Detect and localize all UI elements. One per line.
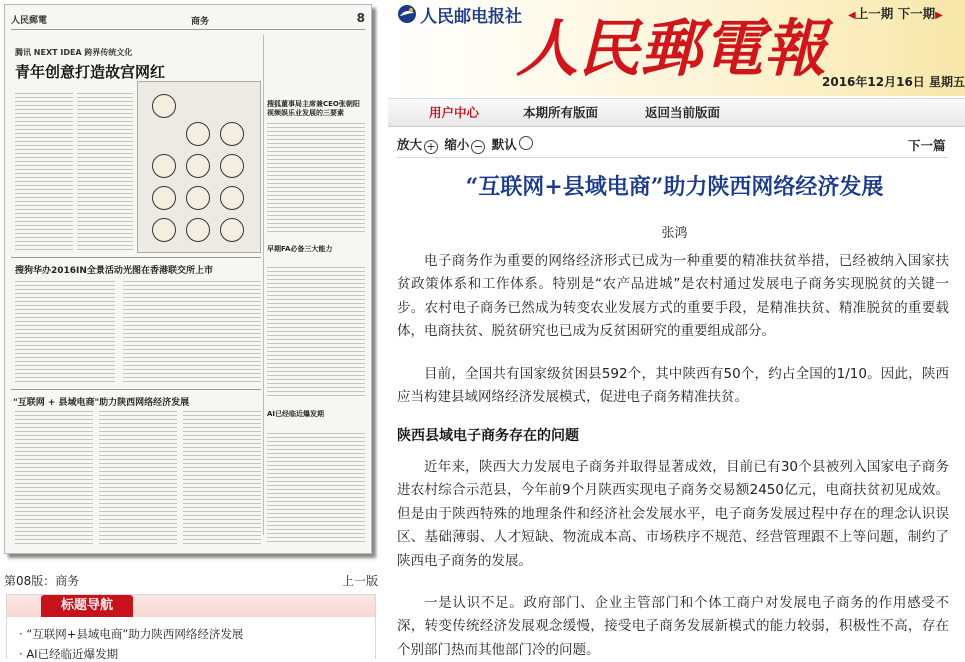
next-issue-link[interactable]: 下一期 xyxy=(897,6,936,21)
nav-item-link[interactable]: “互联网+县域电商”助力陕西网络经济发展 xyxy=(26,627,244,641)
menu-back-current-page[interactable]: 返回当前版面 xyxy=(645,105,721,120)
triangle-right-icon: ▶ xyxy=(935,10,943,21)
article-title: “互联网+县域电商”助力陕西网络经济发展 xyxy=(465,174,884,200)
thumb-section: 商务 xyxy=(191,17,210,27)
divider xyxy=(397,157,949,158)
plus-circle-icon[interactable]: + xyxy=(424,140,438,154)
thumb-kicker[interactable]: 腾讯 NEXT IDEA 跨界传统文化 xyxy=(15,48,133,57)
comic-face-icon xyxy=(186,218,210,242)
thumb-text-block xyxy=(99,411,177,545)
prev-issue-link[interactable]: 上一期 xyxy=(855,6,894,21)
article-paragraph: 目前，全国共有国家级贫困县592个，其中陕西有50个，约占全国的1/10。因此，陕西应当构建县域网络经济发展模式，促进电子商务精准扶贫。 xyxy=(397,366,949,406)
thumb-text-block xyxy=(15,93,73,253)
comic-face-icon xyxy=(220,218,244,242)
thumb-divider xyxy=(11,257,261,258)
prev-page-link[interactable]: 上一版 xyxy=(342,574,379,588)
comic-face-icon xyxy=(186,186,210,210)
thumb-text-block xyxy=(267,433,365,545)
triangle-left-icon: ◀ xyxy=(848,10,856,21)
thumb-side-story[interactable]: 搜狐董事局主席兼CEO张朝阳 视频娱乐业发展的三要素 xyxy=(267,100,360,117)
thumb-logo: 人民郵電 xyxy=(11,16,48,26)
comic-face-icon xyxy=(220,154,244,178)
thumb-side-story[interactable]: 早期FA必备三大能力 xyxy=(267,245,333,253)
minus-circle-icon[interactable]: − xyxy=(471,140,485,154)
comic-face-icon xyxy=(152,94,176,118)
thumb-text-block xyxy=(77,93,133,253)
thumb-header xyxy=(11,11,365,30)
site-name[interactable]: 人民邮电报社 xyxy=(420,7,522,27)
thumb-divider xyxy=(263,35,264,535)
left-panel xyxy=(0,0,385,661)
thumb-page-number: 8 xyxy=(356,11,365,25)
next-article-link[interactable]: 下一篇 xyxy=(908,138,946,153)
title-navigation xyxy=(6,594,376,659)
thumb-side-story[interactable]: AI已经临近爆发期 xyxy=(267,410,325,418)
thumb-story[interactable]: 光图在香港联交所上市 xyxy=(123,266,214,276)
comic-face-icon xyxy=(152,218,176,242)
bullet-icon: · xyxy=(19,627,27,641)
comic-face-icon xyxy=(152,186,176,210)
thumb-text-block xyxy=(15,411,93,545)
article-paragraph: 电子商务作为重要的网络经济形式已成为一种重要的精准扶贫举措，已经被纳入国家扶贫政策体系和工作体系。特别是“农产品进城”是农村通过发展电子商务实现脱贫的关键一步。农村电子商务已然成为转变农业发展方式的重要手段，是精准扶贫、精准脱贫的重要载体，电商扶贫、脱贫研究也已成为反贫困研究的重要组成部分。 xyxy=(397,253,949,340)
article-subheading: 陕西县域电子商务存在的问题 xyxy=(397,428,579,444)
thumb-text-block xyxy=(15,281,115,385)
issue-date: 2016年12月16日 星期五 xyxy=(822,75,965,89)
thumb-text-block xyxy=(123,281,261,385)
zoom-in-label[interactable]: 放大 xyxy=(397,137,423,152)
comic-face-icon xyxy=(186,154,210,178)
zoom-default-label[interactable]: 默认 xyxy=(491,137,517,152)
comic-face-icon xyxy=(220,122,244,146)
article-paragraph: 一是认识不足。政府部门、企业主管部门和个体工商户对发展电子商务的作用感受不深，转变传统经济发展观念缓慢，接受电子商务发展新模式的能力较弱，积极性不高，存在个别部门热而其他部门冷的问题。 xyxy=(397,595,949,658)
circle-icon[interactable] xyxy=(519,136,533,150)
nav-item[interactable] xyxy=(19,646,118,662)
nav-item-link[interactable]: AI已经临近爆发期 xyxy=(26,647,119,661)
thumb-text-block xyxy=(267,123,365,235)
nav-title: 标题导航 xyxy=(41,595,133,617)
menu-all-pages[interactable]: 本期所有版面 xyxy=(523,105,599,120)
thumb-story[interactable]: "互联网 + 县域电商"助力陕西网络经济发展 xyxy=(13,398,190,408)
nav-title-bar xyxy=(7,595,375,617)
comic-face-icon xyxy=(186,122,210,146)
zoom-toolbar xyxy=(397,135,535,154)
thumb-text-block xyxy=(267,267,365,397)
zoom-out-label[interactable]: 缩小 xyxy=(444,137,470,152)
thumb-headline[interactable]: 青年创意打造故宫网红 xyxy=(15,63,166,81)
comic-face-icon xyxy=(220,186,244,210)
bullet-icon: · xyxy=(19,647,27,661)
thumb-text-block xyxy=(183,411,261,545)
page-label: 第08版：商务 xyxy=(4,574,80,588)
menu-user-center[interactable]: 用户中心 xyxy=(429,105,480,120)
site-logo-icon xyxy=(397,4,417,24)
newspaper-page-thumbnail[interactable] xyxy=(4,4,372,554)
masthead-text: 人民郵電報 xyxy=(516,12,827,85)
thumb-comic-image xyxy=(137,81,261,253)
menu-bar xyxy=(388,98,965,127)
issue-pager xyxy=(848,0,943,29)
thumb-story[interactable]: 搜狗华办2016IN全景活动 xyxy=(15,266,123,276)
article-paragraph: 近年来，陕西大力发展电子商务并取得显著成效，目前已有30个县被列入国家电子商务进农村综合示范县，今年前9个月陕西实现电子商务交易额2450亿元，电商扶贫初见成效。但是由于陕西特殊的地理条件和经济社会发展水平，电子商务发展过程中存在的理念认识误区、基础薄弱、人才短缺、物流成本高、市场秩序不规范、经营管理跟不上等问题，制约了陕西电子商务的发展。 xyxy=(397,459,949,569)
comic-face-icon xyxy=(152,154,176,178)
masthead-logo xyxy=(512,4,827,85)
nav-item[interactable] xyxy=(19,626,243,642)
thumb-divider xyxy=(11,389,261,390)
article-author: 张鸿 xyxy=(661,226,688,241)
